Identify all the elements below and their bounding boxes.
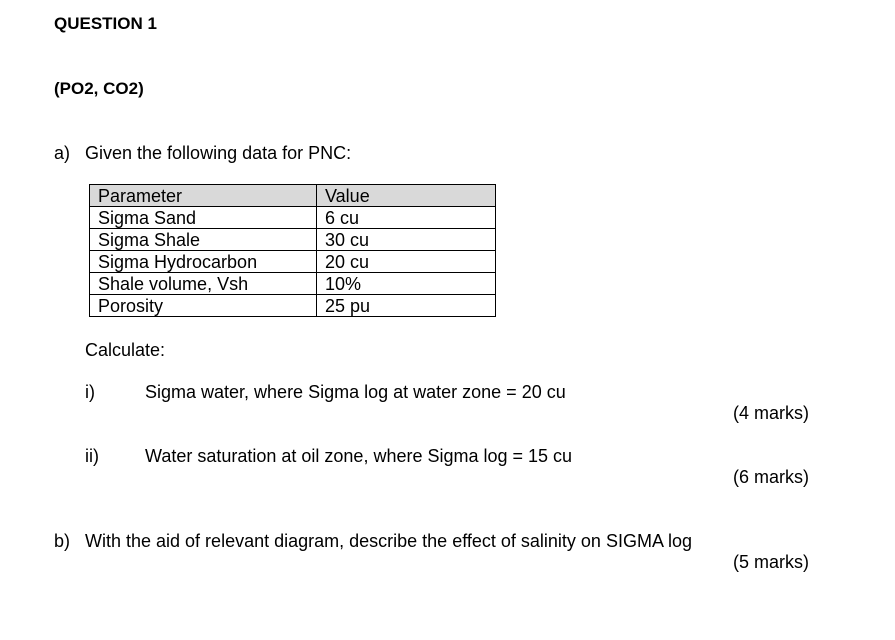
learning-outcomes: (PO2, CO2) bbox=[54, 79, 144, 98]
table-row bbox=[90, 207, 496, 229]
table-row bbox=[90, 251, 496, 273]
part-b-marks: (5 marks) bbox=[733, 552, 809, 572]
table-cell-value: 25 pu bbox=[317, 295, 496, 317]
subpart-i-text: Sigma water, where Sigma log at water zone = 20 cu bbox=[145, 382, 566, 402]
pnc-data-table bbox=[89, 184, 496, 317]
subpart-i-number: i) bbox=[85, 382, 95, 402]
table-cell-parameter: Shale volume, Vsh bbox=[90, 273, 317, 295]
table-row bbox=[90, 273, 496, 295]
table-cell-parameter: Sigma Sand bbox=[90, 207, 317, 229]
table-row bbox=[90, 229, 496, 251]
table-cell-value: 6 cu bbox=[317, 207, 496, 229]
table-header-value: Value bbox=[317, 185, 496, 207]
table-header-parameter: Parameter bbox=[90, 185, 317, 207]
part-b-label: b) bbox=[54, 531, 71, 551]
subpart-ii-text: Water saturation at oil zone, where Sigma log = 15 cu bbox=[145, 446, 573, 466]
table-cell-value: 20 cu bbox=[317, 251, 496, 273]
question-title: QUESTION 1 bbox=[54, 14, 157, 33]
part-a-intro: Given the following data for PNC: bbox=[85, 143, 352, 163]
table-header-row bbox=[90, 185, 496, 207]
part-b-text: With the aid of relevant diagram, describe the effect of salinity on SIGMA log bbox=[85, 531, 692, 551]
table-row bbox=[90, 295, 496, 317]
table-cell-parameter: Sigma Shale bbox=[90, 229, 317, 251]
calculate-label: Calculate: bbox=[85, 340, 166, 360]
subpart-ii-number: ii) bbox=[85, 446, 99, 466]
table-cell-parameter: Porosity bbox=[90, 295, 317, 317]
subpart-ii-marks: (6 marks) bbox=[733, 467, 809, 487]
table-cell-value: 30 cu bbox=[317, 229, 496, 251]
part-a-label: a) bbox=[54, 143, 71, 163]
subpart-i-marks: (4 marks) bbox=[733, 403, 809, 423]
table-cell-value: 10% bbox=[317, 273, 496, 295]
table-cell-parameter: Sigma Hydrocarbon bbox=[90, 251, 317, 273]
